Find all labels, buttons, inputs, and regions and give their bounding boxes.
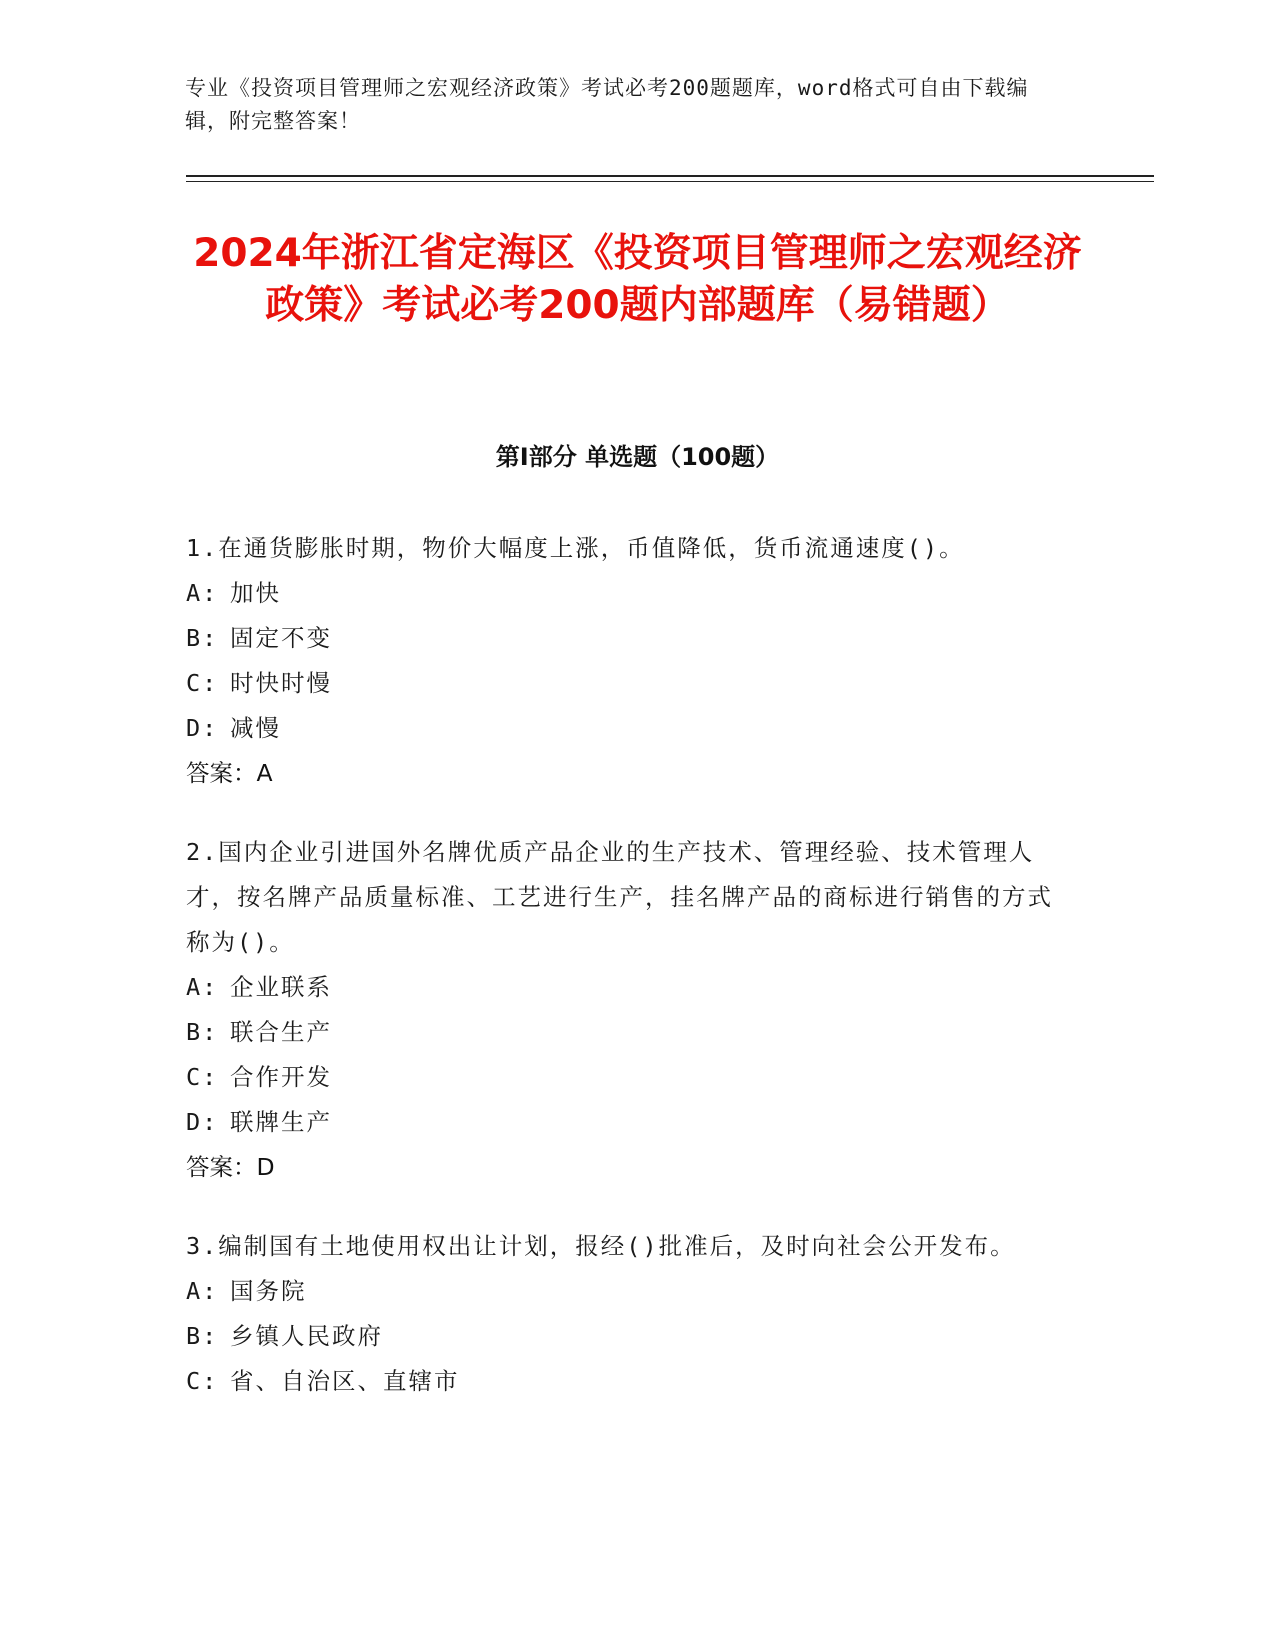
section-heading: 第I部分 单选题（100题） [495, 443, 780, 471]
option-a [186, 571, 1066, 616]
option-b [186, 1314, 1066, 1359]
option-c [186, 1359, 1066, 1404]
header-rule-thin [186, 181, 1154, 182]
option-text: 国务院 [230, 1277, 307, 1305]
option-a [186, 1269, 1066, 1314]
option-b [186, 616, 1066, 661]
option-letter: B: [186, 1018, 219, 1046]
answer-line: 答案：D [186, 1153, 275, 1181]
option-letter: A: [186, 579, 219, 607]
option-letter: A: [186, 973, 219, 1001]
option-letter: B: [186, 624, 219, 652]
question-list [186, 526, 1066, 1438]
option-text: 加快 [230, 579, 281, 607]
option-text: 合作开发 [230, 1063, 332, 1091]
option-letter: D: [186, 714, 219, 742]
option-d [186, 1100, 1066, 1145]
answer-line: 答案：A [186, 759, 273, 787]
question-3 [186, 1224, 1066, 1404]
header-rule-thick [186, 175, 1154, 177]
option-letter: A: [186, 1277, 219, 1305]
option-text: 联牌生产 [230, 1108, 332, 1136]
option-text: 企业联系 [230, 973, 332, 1001]
question-stem: 2.国内企业引进国外名牌优质产品企业的生产技术、管理经验、技术管理人才，按名牌产品质量标准、工艺进行生产，挂名牌产品的商标进行销售的方式称为()。 [186, 838, 1053, 956]
option-d [186, 706, 1066, 751]
question-stem: 3.编制国有土地使用权出让计划，报经()批准后，及时向社会公开发布。 [186, 1232, 1016, 1260]
option-text: 乡镇人民政府 [230, 1322, 383, 1350]
document-title: 2024年浙江省定海区《投资项目管理师之宏观经济政策》考试必考200题内部题库（易错题） [193, 231, 1082, 328]
option-letter: D: [186, 1108, 219, 1136]
header-note: 专业《投资项目管理师之宏观经济政策》考试必考200题题库，word格式可自由下载编辑，附完整答案！ [185, 76, 1029, 133]
option-c [186, 1055, 1066, 1100]
option-text: 固定不变 [230, 624, 332, 652]
question-2 [186, 830, 1066, 1190]
option-letter: C: [186, 1063, 219, 1091]
option-text: 时快时慢 [230, 669, 332, 697]
option-text: 省、自治区、直辖市 [230, 1367, 460, 1395]
option-text: 减慢 [230, 714, 281, 742]
option-letter: C: [186, 669, 219, 697]
option-c [186, 661, 1066, 706]
question-stem: 1.在通货膨胀时期，物价大幅度上涨，币值降低，货币流通速度()。 [186, 534, 965, 562]
option-a [186, 965, 1066, 1010]
option-letter: B: [186, 1322, 219, 1350]
question-1 [186, 526, 1066, 796]
option-letter: C: [186, 1367, 219, 1395]
option-text: 联合生产 [230, 1018, 332, 1046]
option-b [186, 1010, 1066, 1055]
